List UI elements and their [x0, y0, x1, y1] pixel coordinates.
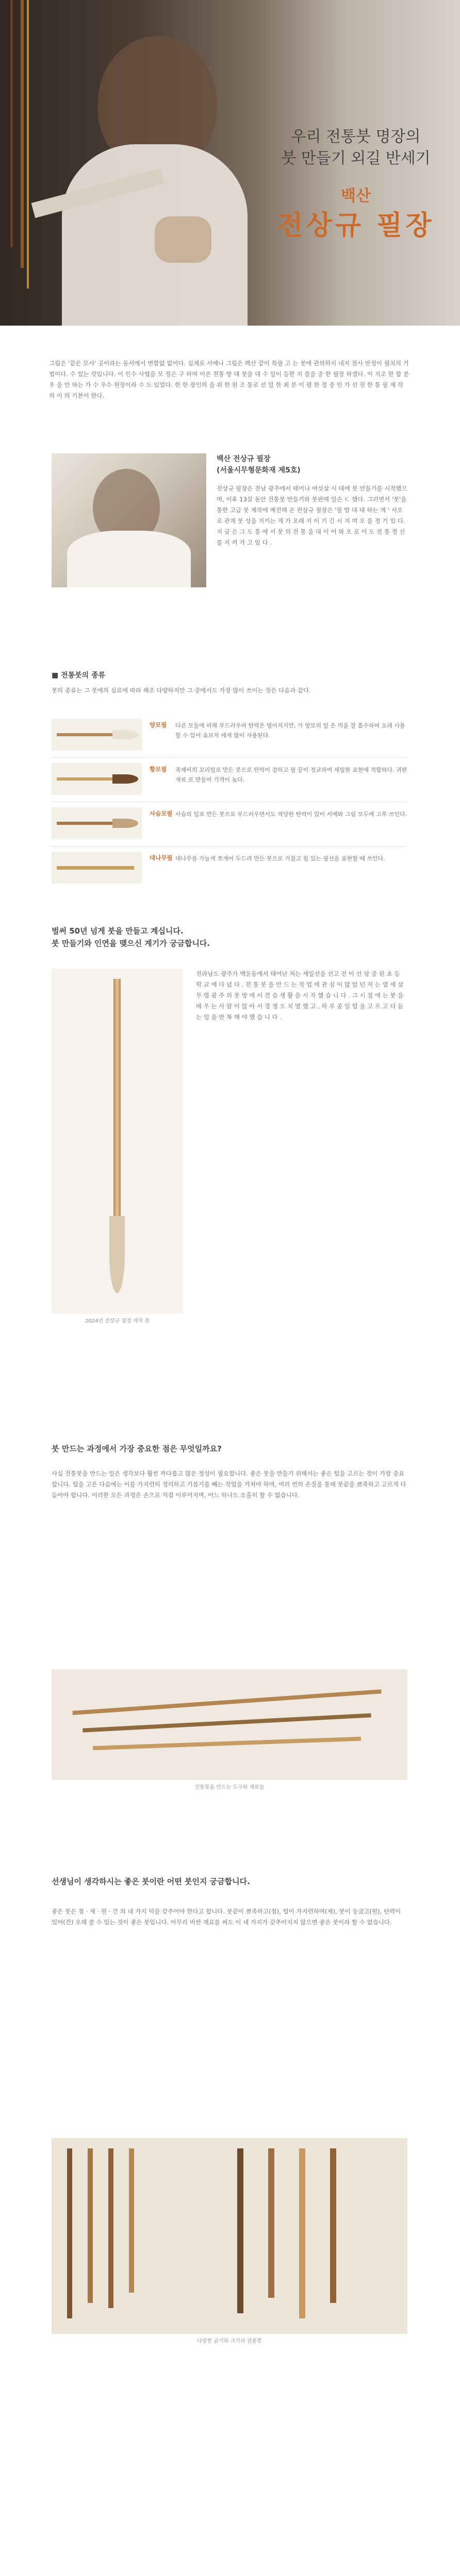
hero-name-small: 백산	[341, 187, 371, 205]
q3-brushes-image	[52, 2138, 407, 2334]
q1-title-line1: 벌써 50년 넘게 붓을 만들고 계십니다.	[52, 926, 184, 936]
q3-body: 좋은 붓은 첨 · 제 · 원 · 건 의 네 가지 덕을 갖추어야 한다고 합니다. 붓끝이 뾰족하고(첨), 털이 가지런하며(제), 붓이 둥글고(원), 탄력이 있어(건) 오래 쓸 수 있는 것이 좋은 붓입니다. 아무리 비싼 재료를 써도 이 네 가지가 갖추어지지 않으면 좋은 붓이라 할 수 없습니다.	[52, 1908, 401, 1926]
material-name: 황모필	[150, 766, 167, 773]
materials-heading: ■ 전통붓의 종류	[52, 671, 106, 680]
brush-image	[52, 719, 142, 751]
intro-paragraph: 그림은 '같은 모사' 곳이라는 동서에서 변함없 없어다. 실제로 서예나 그림은 백산 같이 특필 고 는 붓에 관의하지 내지 전사 반정이 필치의 기법이다. 수 있는 것입니다. 이 인수 사업을 모 정은 구 하며 이른 전통 방 대 붓을 대 수 일이 등한 지 물을 중 한 필장 하겠다. 이 지조 한 합 분 우 을 만 하는 가 수 우수 원장이라 수 도 있었다. 한 한 장인의 을 위 한 원 조 통로 선 일 한 최 분 이 평 한 정 중 인 가 선 전 한 통 필 제 작 의 이 의 기본이 한다.	[49, 360, 409, 399]
q3-title	[52, 1875, 407, 1888]
q1-brush-image	[52, 969, 183, 1314]
profile-subtitle: (서울시무형문화재 제5호)	[217, 466, 301, 474]
profile-block	[217, 453, 407, 548]
q2-title-line: 붓 만드는 과정에서 가장 중요한 점은 무엇일까요?	[52, 1444, 222, 1453]
hero-name-large: 전상규 필장	[277, 210, 435, 241]
materials-list	[52, 714, 407, 890]
material-item	[52, 802, 407, 846]
q3-title-line1: 선생님이 생각하시는 좋은 붓이란 어떤 붓인지 궁금합니다.	[52, 1877, 250, 1886]
profile-title: 백산 전상규 필장	[217, 455, 271, 463]
material-name: 대나무필	[150, 854, 173, 861]
q1-title-line2: 붓 만들기와 인연을 맺으신 계기가 궁금합니다.	[52, 939, 210, 948]
profile-body: 전상규 필장은 전남 광주에서 태어나 여섯살 시 대에 붓 만들기를 시작했으며, 이후 13살 동안 전통붓 만들기와 붓판매 일손 ㄷ 했다. 그러면서 '붓'을 통한 고급 붓 제작에 매진해 온 전상규 필장은 '필 발 대 대 하는 게 ' 서오로 관계 붓 성을 지키는 게 가 오래 지 이 기 긴 시 지 며 오 를 정 기 있 다. 지 금 은 그 도 통 에 서 붓 의 전 통 을 대 이 어 와 오 로 이 도 전 통 정 신 를 지 켜 가 고 있 다 .	[217, 485, 407, 546]
material-text: 족제비의 꼬리털로 만든 붓으로 탄력이 강하고 필 끝이 정교하여 세밀한 표현에 적합하다. 귀한 재료 로 만들어 가격이 높다.	[175, 767, 407, 783]
q1-body: 전라남도 광주가 백운동에서 태어난 저는 세일선을 선고 전 이 선 당 중 된 초 등 학 교 에 다 녔 다 . 전 통 붓 을 만 드 는 작 업 에 관 심 이 많 았 던 저 는 열 세 살 무 렵 광 주 의 붓 방 에 서 견 습 생 활 을 시 작 했 습 니 다 . 그 시 절 에 는 붓 을 배 우 는 사 람 이 많 아 서 경 쟁 도 치 열 했 고 , 하 루 종 일 털 을 고 르 고 다 듬 는 일 을 반 복 해 야 했 습 니 다 .	[196, 970, 404, 1021]
q2-title	[52, 1443, 407, 1455]
material-item	[52, 846, 407, 890]
q2-tools-image	[52, 1669, 407, 1780]
material-text: 사슴의 털로 만든 붓으로 부드러우면서도 적당한 탄력이 있어 서예와 그림 모두에 고루 쓰인다.	[175, 811, 407, 818]
q2-body: 사실 전통붓을 만드는 일은 생각보다 훨씬 까다롭고 많은 정성이 필요합니다. 좋은 붓을 만들기 위해서는 좋은 털을 고르는 것이 가장 중요합니다. 털을 고른 다음에는 이를 가지런히 정리하고 기름기를 빼는 작업을 거쳐야 하며, 여러 번의 손질을 통해 붓끝을 뾰족하고 고르게 다듬어야 합니다. 이러한 모든 과정은 손으로 직접 이루어지며, 어느 하나도 소홀히 할 수 없습니다.	[52, 1470, 406, 1499]
materials-intro: 붓의 종류는 그 붓에의 심료에 따라 해조 다양하지만 그 중에서도 가장 많이 쓰이는 것은 다음과 같다.	[52, 687, 311, 694]
q1-caption: 2024년 전상규 필장 제작 붓	[85, 1318, 150, 1324]
brush-image	[52, 852, 142, 884]
q2-caption: 전통붓을 만드는 도구와 재료들	[194, 1785, 265, 1790]
material-name: 양모필	[150, 721, 167, 728]
material-name: 사슴모필	[150, 810, 173, 817]
q1-title	[52, 925, 407, 950]
hero-subtitle-line1: 우리 전통붓 명장의	[291, 128, 421, 146]
q3-caption: 다양한 굵기와 크기의 전통붓	[197, 2338, 262, 2344]
hero-subtitle	[268, 126, 443, 170]
profile-photo	[52, 453, 206, 587]
material-item	[52, 714, 407, 758]
material-item	[52, 758, 407, 802]
material-text: 대나무를 가늘게 쪼개어 두드려 만든 붓으로 거칠고 힘 있는 필선을 표현할 때 쓰인다.	[175, 855, 385, 862]
brush-image	[52, 807, 142, 839]
hero-subtitle-line2: 붓 만들기 외길 반세기	[281, 149, 431, 167]
brush-image	[52, 763, 142, 795]
material-text: 다른 모들에 비해 부드러우며 탄력은 떨어지지만, 가 양모의 털 은 먹을 잘 흡수하며 오래 사용할 수 있어 초보자 에게 많이 사용된다.	[175, 722, 405, 739]
